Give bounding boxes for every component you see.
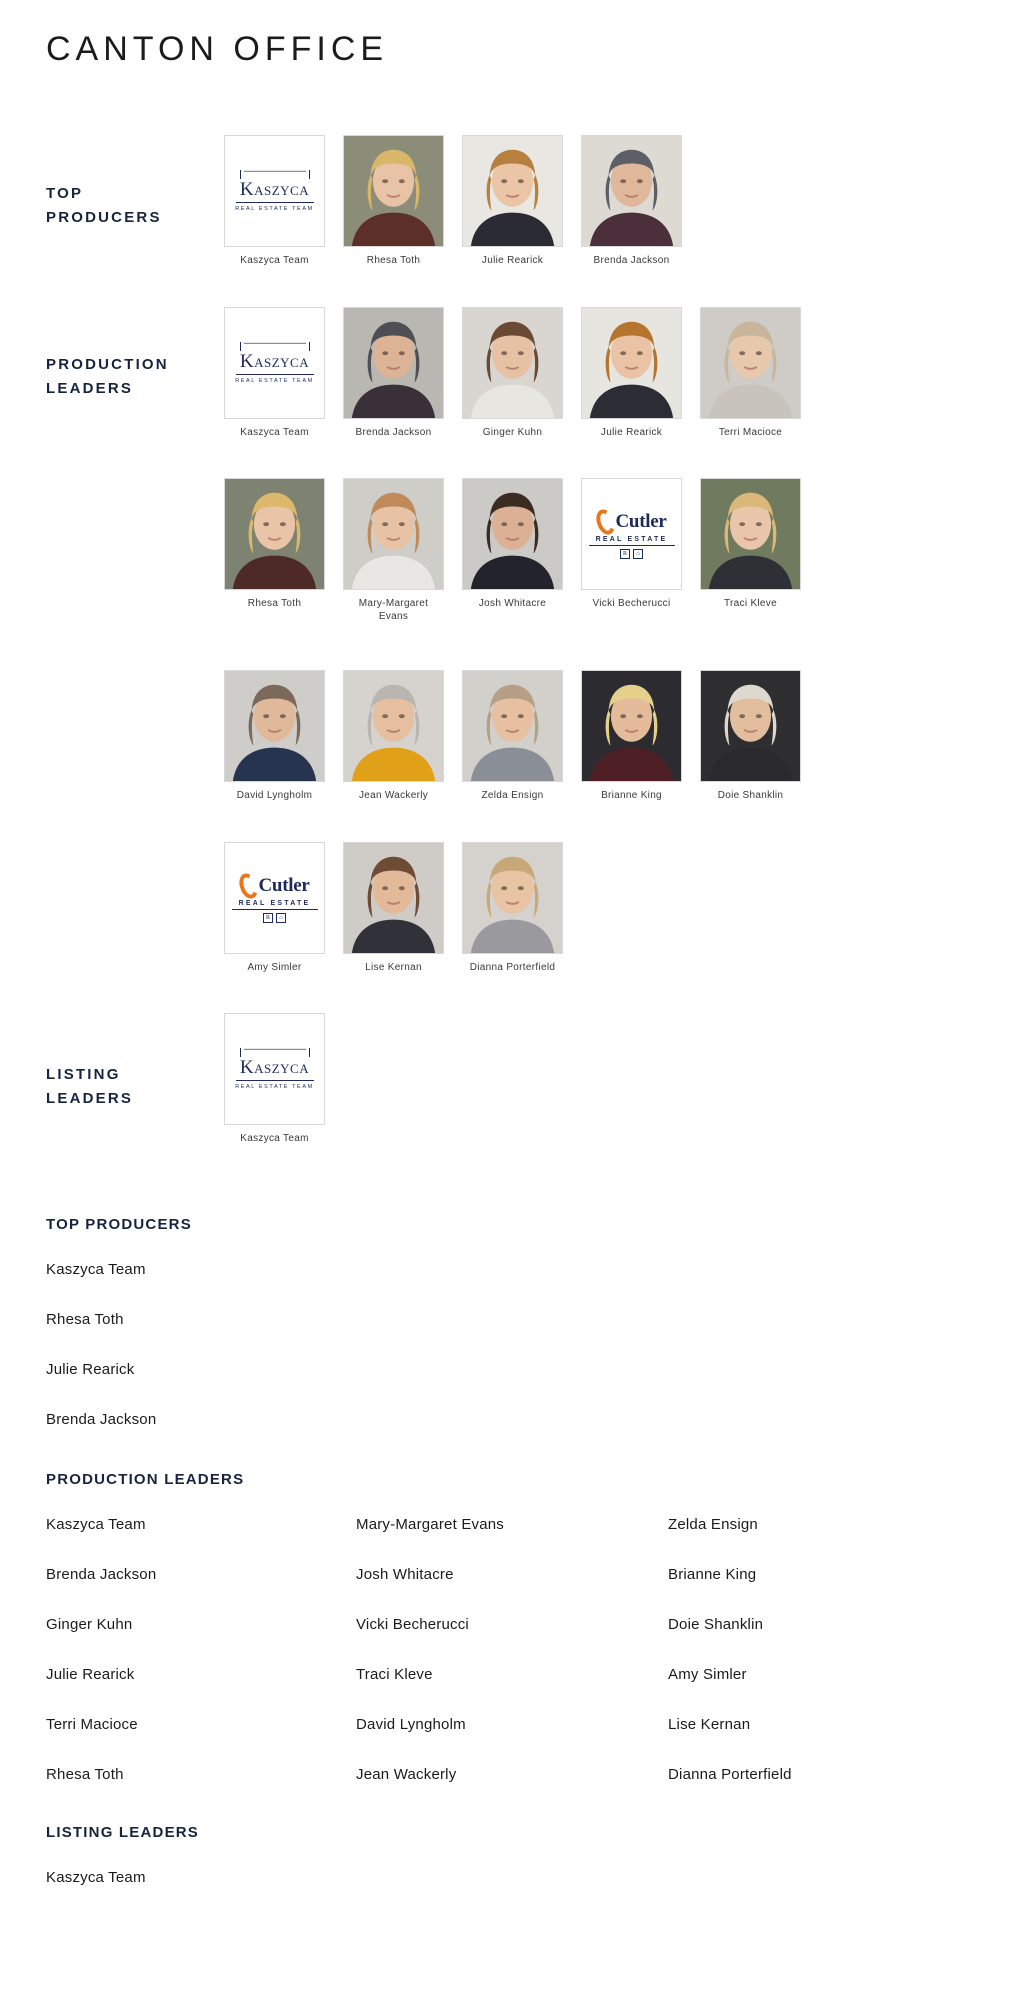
agent-name-caption: Ginger Kuhn bbox=[482, 427, 543, 438]
cutler-swoosh-icon bbox=[236, 871, 261, 901]
agent-name-caption: Mary-Margaret Evans bbox=[358, 598, 429, 622]
agent-photo[interactable] bbox=[343, 478, 444, 590]
portrait-image bbox=[225, 479, 324, 589]
agent-photo[interactable] bbox=[462, 670, 563, 782]
list-item: Julie Rearick bbox=[46, 1666, 135, 1683]
list-item: Rhesa Toth bbox=[46, 1766, 124, 1783]
agent-name-caption: David Lyngholm bbox=[236, 790, 313, 801]
portrait-image bbox=[463, 308, 562, 418]
portrait-image bbox=[344, 479, 443, 589]
section-label-line1: TOP bbox=[46, 185, 84, 202]
list-item: Josh Whitacre bbox=[356, 1566, 454, 1583]
cutler-logo bbox=[586, 509, 678, 559]
portrait-image bbox=[344, 308, 443, 418]
agent-card[interactable] bbox=[462, 670, 563, 802]
agent-name-caption: Lise Kernan bbox=[365, 962, 422, 973]
list-item: Kaszyca Team bbox=[46, 1869, 146, 1886]
cutler-tagline: REAL ESTATE bbox=[595, 536, 668, 543]
portrait-image bbox=[582, 671, 681, 781]
cutler-rule bbox=[589, 545, 675, 546]
agent-name-caption: Traci Kleve bbox=[724, 598, 777, 609]
agent-card[interactable] bbox=[224, 1013, 325, 1145]
photo-row-production-leaders-4 bbox=[224, 842, 563, 974]
list-item: Julie Rearick bbox=[46, 1361, 135, 1378]
kaszyca-roof-icon bbox=[240, 170, 310, 179]
agent-photo[interactable] bbox=[343, 670, 444, 782]
list-item: Dianna Porterfield bbox=[668, 1766, 792, 1783]
list-item: Mary-Margaret Evans bbox=[356, 1516, 505, 1533]
section-label-top-producers bbox=[46, 182, 206, 230]
cutler-tagline: REAL ESTATE bbox=[238, 900, 311, 907]
agent-photo[interactable] bbox=[224, 307, 325, 419]
agent-card[interactable] bbox=[581, 135, 682, 267]
portrait-image bbox=[344, 843, 443, 953]
agent-photo[interactable] bbox=[581, 307, 682, 419]
equal-housing-icon: ⌂ bbox=[633, 549, 643, 559]
portrait-image bbox=[344, 136, 443, 246]
list-item: Brenda Jackson bbox=[46, 1566, 157, 1583]
agent-card[interactable] bbox=[343, 135, 444, 267]
photo-row-production-leaders-3 bbox=[224, 670, 801, 802]
agent-card[interactable] bbox=[700, 670, 801, 802]
agent-card[interactable] bbox=[462, 842, 563, 974]
list-heading-top-producers: TOP PRODUCERS bbox=[46, 1216, 192, 1233]
agent-name-caption: Rhesa Toth bbox=[247, 598, 302, 609]
agent-photo[interactable] bbox=[700, 670, 801, 782]
agent-name-caption: Brenda Jackson bbox=[593, 255, 670, 266]
agent-card[interactable] bbox=[343, 307, 444, 439]
list-item: Ginger Kuhn bbox=[46, 1616, 133, 1633]
agent-name-caption: Julie Rearick bbox=[600, 427, 663, 438]
realtor-icon: R bbox=[620, 549, 630, 559]
agent-card[interactable] bbox=[224, 478, 325, 623]
agent-card[interactable] bbox=[581, 307, 682, 439]
list-heading-production-leaders: PRODUCTION LEADERS bbox=[46, 1471, 245, 1488]
kaszyca-tagline: REAL ESTATE TEAM bbox=[235, 1084, 314, 1090]
photo-row-production-leaders-1 bbox=[224, 307, 801, 439]
kaszyca-logo bbox=[232, 170, 318, 212]
photo-row-top-producers bbox=[224, 135, 682, 267]
portrait-image bbox=[463, 843, 562, 953]
agent-photo[interactable] bbox=[224, 478, 325, 590]
kaszyca-roof-icon bbox=[240, 1048, 310, 1057]
agent-card[interactable] bbox=[462, 135, 563, 267]
agent-card[interactable] bbox=[700, 307, 801, 439]
agent-photo[interactable] bbox=[224, 135, 325, 247]
portrait-image bbox=[463, 479, 562, 589]
portrait-image bbox=[463, 136, 562, 246]
agent-photo[interactable] bbox=[462, 478, 563, 590]
agent-name-caption: Vicki Becherucci bbox=[592, 598, 671, 609]
kaszyca-roof-icon bbox=[240, 342, 310, 351]
portrait-image bbox=[225, 671, 324, 781]
agent-photo[interactable] bbox=[581, 478, 682, 590]
kaszyca-rule bbox=[236, 202, 314, 203]
section-label-listing-leaders bbox=[46, 1063, 206, 1111]
agent-card[interactable] bbox=[224, 307, 325, 439]
name-list-listing-leaders bbox=[46, 1853, 146, 1903]
list-item: Brenda Jackson bbox=[46, 1411, 157, 1428]
agent-photo[interactable] bbox=[224, 670, 325, 782]
agent-photo[interactable] bbox=[462, 842, 563, 954]
agent-card[interactable] bbox=[343, 670, 444, 802]
list-item: Brianne King bbox=[668, 1566, 757, 1583]
kaszyca-rule bbox=[236, 374, 314, 375]
agent-card[interactable] bbox=[343, 842, 444, 974]
agent-photo[interactable] bbox=[581, 670, 682, 782]
agent-name-caption: Brenda Jackson bbox=[355, 427, 432, 438]
list-item: Rhesa Toth bbox=[46, 1311, 124, 1328]
cutler-wordmark: Cutler bbox=[258, 875, 310, 896]
name-list-production-leaders-col1 bbox=[46, 1500, 156, 1800]
agent-card[interactable] bbox=[224, 135, 325, 267]
agent-card[interactable] bbox=[700, 478, 801, 623]
section-label-line2: LEADERS bbox=[46, 1090, 134, 1107]
cutler-wordmark: Cutler bbox=[615, 511, 667, 532]
agent-name-caption: Jean Wackerly bbox=[358, 790, 429, 801]
agent-photo[interactable] bbox=[700, 307, 801, 419]
list-item: Kaszyca Team bbox=[46, 1261, 146, 1278]
agent-photo[interactable] bbox=[343, 135, 444, 247]
portrait-image bbox=[582, 308, 681, 418]
agent-name-caption: Josh Whitacre bbox=[478, 598, 547, 609]
agent-photo[interactable] bbox=[343, 842, 444, 954]
kaszyca-tagline: REAL ESTATE TEAM bbox=[235, 206, 314, 212]
section-label-line2: PRODUCERS bbox=[46, 209, 162, 226]
list-item: Amy Simler bbox=[668, 1666, 747, 1683]
agent-name-caption: Zelda Ensign bbox=[481, 790, 544, 801]
agent-name-caption: Dianna Porterfield bbox=[469, 962, 556, 973]
agent-name-caption: Brianne King bbox=[601, 790, 662, 801]
list-item: Jean Wackerly bbox=[356, 1766, 457, 1783]
agent-name-caption: Amy Simler bbox=[247, 962, 302, 973]
section-label-production-leaders bbox=[46, 353, 206, 401]
agent-name-caption: Kaszyca Team bbox=[240, 427, 309, 438]
agent-photo[interactable] bbox=[224, 842, 325, 954]
section-label-line1: LISTING bbox=[46, 1066, 121, 1083]
kaszyca-wordmark: Kaszyca bbox=[239, 179, 310, 200]
agent-name-caption: Rhesa Toth bbox=[366, 255, 421, 266]
agent-photo[interactable] bbox=[700, 478, 801, 590]
kaszyca-wordmark: Kaszyca bbox=[239, 351, 310, 372]
portrait-image bbox=[701, 479, 800, 589]
agent-photo[interactable] bbox=[343, 307, 444, 419]
kaszyca-logo bbox=[232, 1048, 318, 1090]
agent-photo[interactable] bbox=[462, 307, 563, 419]
agent-name-caption: Kaszyca Team bbox=[240, 255, 309, 266]
kaszyca-tagline: REAL ESTATE TEAM bbox=[235, 378, 314, 384]
portrait-image bbox=[463, 671, 562, 781]
portrait-image bbox=[582, 136, 681, 246]
name-list-production-leaders-col3 bbox=[668, 1500, 792, 1800]
agent-name-caption: Kaszyca Team bbox=[240, 1133, 309, 1144]
cutler-swoosh-icon bbox=[593, 507, 618, 537]
agent-name-caption: Terri Macioce bbox=[718, 427, 783, 438]
cutler-logo bbox=[229, 873, 321, 923]
portrait-image bbox=[701, 308, 800, 418]
list-item: Kaszyca Team bbox=[46, 1516, 146, 1533]
list-item: Traci Kleve bbox=[356, 1666, 433, 1683]
list-item: David Lyngholm bbox=[356, 1716, 466, 1733]
agent-card[interactable] bbox=[224, 670, 325, 802]
agent-photo[interactable] bbox=[581, 135, 682, 247]
name-list-top-producers bbox=[46, 1245, 156, 1445]
kaszyca-logo bbox=[232, 342, 318, 384]
photo-row-listing-leaders bbox=[224, 1013, 325, 1145]
list-item: Zelda Ensign bbox=[668, 1516, 758, 1533]
list-item: Doie Shanklin bbox=[668, 1616, 764, 1633]
agent-photo[interactable] bbox=[462, 135, 563, 247]
agent-name-caption: Julie Rearick bbox=[481, 255, 544, 266]
agent-card[interactable] bbox=[224, 842, 325, 974]
portrait-image bbox=[344, 671, 443, 781]
name-list-production-leaders-col2 bbox=[356, 1500, 504, 1800]
realtor-icon: R bbox=[263, 913, 273, 923]
cutler-rule bbox=[232, 909, 318, 910]
list-heading-listing-leaders: LISTING LEADERS bbox=[46, 1824, 200, 1841]
equal-housing-icon: ⌂ bbox=[276, 913, 286, 923]
agent-card[interactable] bbox=[581, 478, 682, 623]
portrait-image bbox=[701, 671, 800, 781]
agent-card[interactable] bbox=[343, 478, 444, 623]
list-item: Vicki Becherucci bbox=[356, 1616, 469, 1633]
agent-photo[interactable] bbox=[224, 1013, 325, 1125]
photo-row-production-leaders-2 bbox=[224, 478, 801, 623]
agent-card[interactable] bbox=[462, 478, 563, 623]
page-title: CANTON OFFICE bbox=[46, 30, 389, 68]
list-item: Terri Macioce bbox=[46, 1716, 138, 1733]
kaszyca-wordmark: Kaszyca bbox=[239, 1057, 310, 1078]
section-label-line2: LEADERS bbox=[46, 380, 134, 397]
agent-name-caption: Doie Shanklin bbox=[717, 790, 784, 801]
agent-card[interactable] bbox=[581, 670, 682, 802]
section-label-line1: PRODUCTION bbox=[46, 356, 169, 373]
list-item: Lise Kernan bbox=[668, 1716, 751, 1733]
kaszyca-rule bbox=[236, 1080, 314, 1081]
agent-card[interactable] bbox=[462, 307, 563, 439]
